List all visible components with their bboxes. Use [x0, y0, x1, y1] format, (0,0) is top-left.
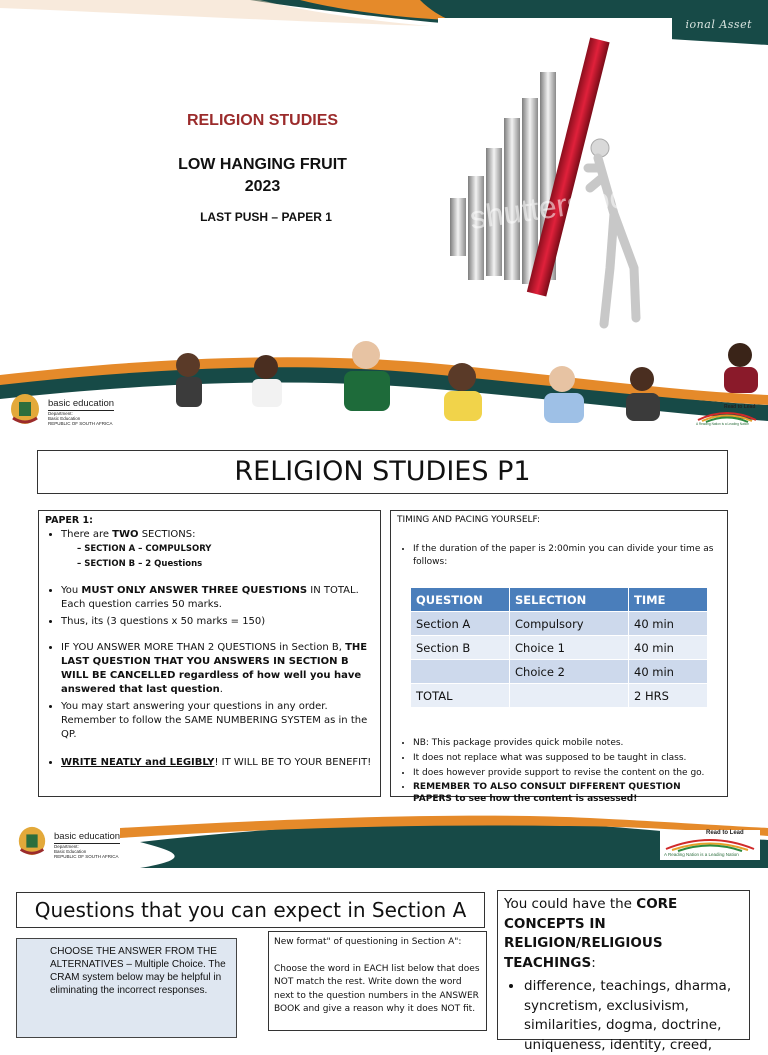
timing-heading: TIMING AND PACING YOURSELF: — [397, 515, 541, 525]
watermark-text: shutterstock — [467, 176, 644, 236]
sections-sublist — [61, 542, 374, 572]
coat-of-arms-icon — [16, 825, 48, 857]
table-row — [411, 684, 708, 708]
read-to-lead-logo — [694, 404, 762, 428]
rule-total-marks: • Thus, its (3 questions x 50 marks = 150) — [61, 615, 374, 629]
deck-title: RELIGION STUDIES — [186, 112, 339, 129]
note-item: • It does however provide support to revise the content on the go. — [413, 766, 721, 781]
table-cell: 40 min — [629, 612, 708, 636]
logo-name: basic education — [48, 398, 115, 409]
table-cell — [510, 684, 629, 708]
logo-line-1: Department: — [54, 844, 79, 849]
timing-box — [390, 510, 728, 804]
multiple-choice-box: CHOOSE THE ANSWER FROM THE ALTERNATIVES – Multiple Choice. The CRAM system below may be helpful in eliminating the incorrect responses. — [16, 938, 237, 1038]
core-concepts-list — [504, 977, 743, 1055]
section-a-label: SECTION A – COMPULSORY — [84, 544, 212, 554]
book-arcs-icon — [664, 837, 756, 851]
logo-line-1: Department: — [48, 411, 73, 416]
table-cell: Section A — [411, 612, 510, 636]
read-to-lead-tagline: A Reading Nation is a Leading Nation — [696, 422, 749, 426]
rule-text: ! IT WILL BE TO YOUR BENEFIT! — [214, 757, 372, 768]
read-to-lead-title: Read to Lead — [724, 404, 756, 410]
table-row — [411, 660, 708, 684]
table-cell — [411, 660, 510, 684]
deck-subtitle — [0, 154, 525, 198]
note-item: • NB: This package provides quick mobile notes. — [413, 736, 721, 751]
logo-line-3: REPUBLIC OF SOUTH AFRICA — [54, 854, 119, 859]
new-format-body: Choose the word in EACH list below that does NOT match the rest. Write down the word next to the question numbers in the ANSWER BOOK and give a reason why it does NOT fit. — [274, 963, 480, 1014]
table-row — [411, 612, 708, 636]
rule-order: • You may start answering your questions in any order. Remember to follow the SAME NUMBERING SYSTEM as in the QP. — [61, 700, 374, 742]
table-cell: 40 min — [629, 636, 708, 660]
rule-neatness — [61, 756, 374, 770]
table-cell: 40 min — [629, 660, 708, 684]
table-cell: Section B — [411, 636, 510, 660]
rule-text: SECTIONS: — [138, 529, 196, 540]
new-format-heading: New format" of questioning in Section A": — [274, 937, 462, 947]
logo-department — [54, 844, 119, 859]
col-time: TIME — [629, 588, 708, 612]
rule-bold: TWO — [112, 529, 139, 540]
core-concepts-box — [497, 890, 750, 1053]
rule-bold: MUST ONLY ANSWER THREE QUESTIONS — [81, 585, 308, 596]
section-b-label: SECTION B – 2 Questions — [84, 559, 203, 569]
rule-bold: THE LAST QUESTION THAT YOU ANSWERS IN SECTION B WILL BE CANCELLED regardless of how well you have answered that last question — [61, 642, 368, 695]
table-cell: Choice 1 — [510, 636, 629, 660]
rule-three-questions — [61, 584, 374, 612]
table-cell: Compulsory — [510, 612, 629, 636]
notes-list — [397, 736, 721, 805]
book-arcs-icon — [696, 410, 758, 422]
subtitle-line-1: LOW HANGING FRUIT — [178, 156, 347, 173]
core-text: You could have the — [504, 896, 637, 912]
rule-sections — [61, 528, 374, 572]
header-tagline: ional Asset — [685, 18, 752, 31]
core-bold: CORE CONCEPTS IN RELIGION/RELIGIOUS TEACHINGS — [504, 896, 678, 971]
note-item: • REMEMBER TO ALSO CONSULT DIFFERENT QUESTION PAPERS to see how the content is assessed! — [413, 781, 721, 805]
rules-list — [45, 528, 374, 770]
rule-text: . — [219, 684, 223, 695]
rule-text: IN TOTAL. Each question carries 50 marks. — [61, 585, 359, 610]
read-to-lead-logo — [660, 830, 760, 860]
read-to-lead-title: Read to Lead — [706, 830, 744, 836]
timing-intro: • If the duration of the paper is 2:00min you can divide your time as follows: — [413, 543, 721, 569]
core-text: : — [591, 954, 596, 971]
rule-text: You — [61, 585, 82, 596]
rule-bold: WRITE NEATLY and LEGIBLY — [61, 757, 215, 768]
timing-table-header — [411, 588, 708, 612]
col-question: QUESTION — [411, 588, 510, 612]
coat-of-arms-icon — [8, 392, 42, 426]
title-slide — [0, 0, 768, 434]
table-row — [411, 636, 708, 660]
read-to-lead-tagline: A Reading Nation is a Leading Nation — [664, 852, 739, 857]
paper1-overview-slide — [0, 434, 768, 868]
col-selection: SELECTION — [510, 588, 629, 612]
table-cell: Choice 2 — [510, 660, 629, 684]
table-cell: TOTAL — [411, 684, 510, 708]
timing-table — [410, 587, 708, 708]
logo-department — [48, 411, 113, 426]
logo-name: basic education — [54, 831, 121, 842]
rule-text: There are — [61, 529, 113, 540]
section-a-item: – SECTION A – COMPULSORY — [77, 544, 212, 554]
paper1-rules-box — [38, 510, 381, 797]
new-format-box — [268, 931, 487, 1031]
rule-text: IF YOU ANSWER MORE THAN 2 QUESTIONS in Section B, — [61, 642, 346, 653]
logo-line-2: Basic Education — [48, 416, 81, 421]
subtitle-line-2: 2023 — [244, 178, 281, 195]
core-concepts-item: • difference, teachings, dharma, syncretism, exclusivism, similarities, dogma, doctrine, uniqueness, identity, creed, — [524, 977, 743, 1055]
deck-tag: LAST PUSH – PAPER 1 — [200, 210, 332, 224]
core-concepts-intro — [504, 895, 743, 973]
basic-education-logo — [8, 392, 158, 426]
section-a-title: Questions that you can expect in Section A — [16, 892, 485, 928]
logo-line-3: REPUBLIC OF SOUTH AFRICA — [48, 421, 113, 426]
basic-education-logo — [16, 825, 166, 859]
section-a-slide — [0, 868, 768, 1053]
rule-cancel-warning — [61, 641, 374, 697]
paper1-heading: PAPER 1: — [45, 515, 93, 526]
table-cell: 2 HRS — [629, 684, 708, 708]
timing-intro-list — [397, 543, 721, 569]
section-b-item: – SECTION B – 2 Questions — [77, 559, 203, 569]
slide-title: RELIGION STUDIES P1 — [37, 450, 728, 494]
note-item: • It does not replace what was supposed to be taught in class. — [413, 751, 721, 766]
logo-line-2: Basic Education — [54, 849, 87, 854]
